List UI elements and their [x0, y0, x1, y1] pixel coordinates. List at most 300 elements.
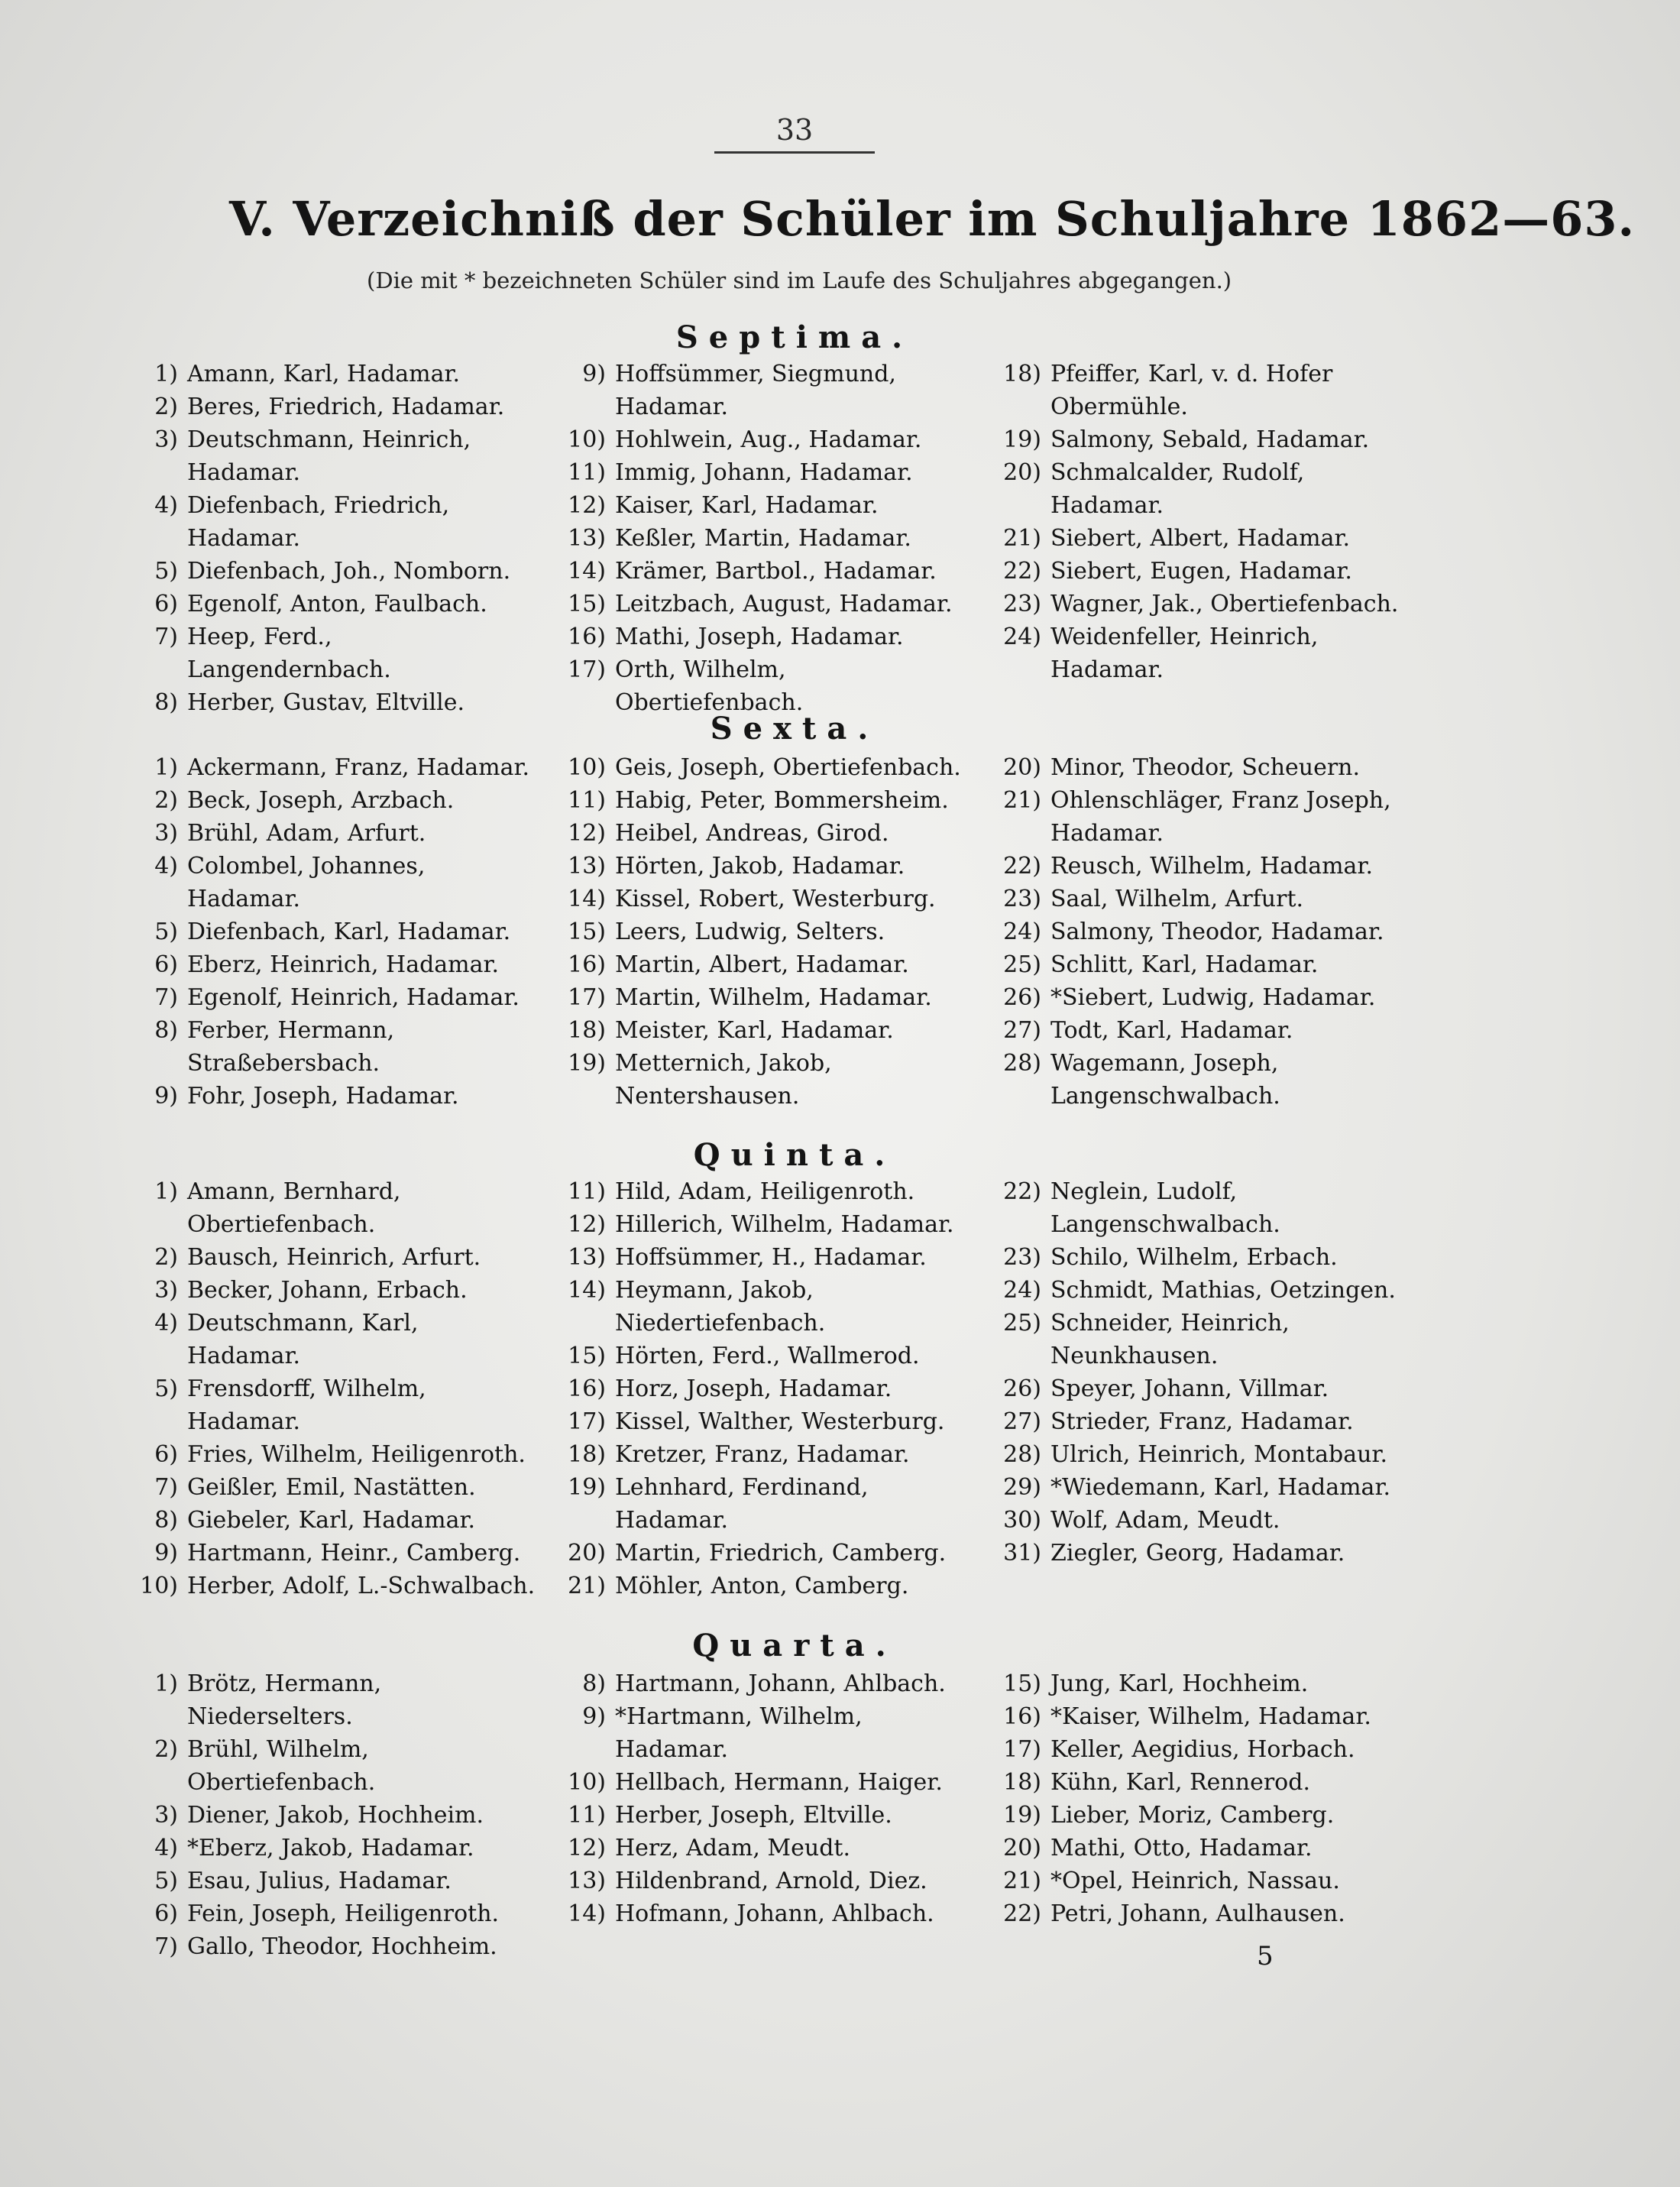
student-name: Wagemann, Joseph, Langenschwalbach. [1050, 1050, 1280, 1110]
student-number: 5) [154, 558, 178, 585]
student-name: Möhler, Anton, Camberg. [615, 1573, 909, 1599]
student-name: Wagner, Jak., Obertiefenbach. [1050, 591, 1399, 617]
student-entry [539, 850, 966, 883]
student-number: 16) [1003, 1703, 1041, 1730]
student-entry [111, 620, 539, 686]
student-entry [539, 555, 966, 588]
student-name: Diefenbach, Friedrich, Hadamar. [187, 492, 450, 552]
student-name: Herber, Joseph, Eltville. [615, 1802, 892, 1829]
student-number: 19) [568, 1050, 606, 1077]
student-entry [539, 588, 966, 620]
student-name: Brötz, Hermann, Niederselters. [187, 1670, 382, 1730]
page-number: 33 [775, 113, 814, 147]
student-number: 10) [568, 1769, 606, 1796]
student-name: Hildenbrand, Arnold, Diez. [615, 1868, 927, 1894]
student-entry [539, 1014, 966, 1047]
student-number: 25) [1003, 951, 1041, 978]
page-subtitle: (Die mit * bezeichneten Schüler sind im Laufe des Schuljahres abgegangen.) [367, 267, 1232, 293]
septima-column-1 [111, 358, 539, 719]
student-number: 14) [568, 1900, 606, 1927]
student-number: 19) [568, 1474, 606, 1501]
student-number: 29) [1003, 1474, 1041, 1501]
student-name: Salmony, Theodor, Hadamar. [1050, 919, 1384, 945]
student-name: Wolf, Adam, Meudt. [1050, 1507, 1280, 1534]
student-number: 24) [1003, 1277, 1041, 1304]
student-name: Lehnhard, Ferdinand, Hadamar. [615, 1474, 869, 1534]
student-number: 22) [1003, 558, 1041, 585]
septima-column-2 [539, 358, 966, 719]
student-entry [539, 423, 966, 456]
student-name: *Hartmann, Wilhelm, Hadamar. [615, 1703, 863, 1763]
student-entry [111, 423, 539, 489]
student-number: 3) [154, 426, 178, 453]
student-entry [111, 1570, 539, 1602]
student-number: 17) [568, 1408, 606, 1435]
student-name: Geis, Joseph, Obertiefenbach. [615, 754, 961, 781]
student-number: 6) [154, 951, 178, 978]
student-number: 3) [154, 1802, 178, 1829]
student-entry [111, 1930, 539, 1963]
student-number: 18) [1003, 361, 1041, 387]
student-entry [974, 850, 1402, 883]
student-entry [111, 784, 539, 817]
signature-mark: 5 [1257, 1941, 1274, 1972]
septima-column-3 [974, 358, 1402, 686]
student-name: Minor, Theodor, Scheuern. [1050, 754, 1361, 781]
student-name: Herber, Gustav, Eltville. [187, 689, 465, 716]
student-number: 30) [1003, 1507, 1041, 1534]
page-title: V. Verzeichniß der Schüler im Schuljahre 1862—63. [229, 191, 1636, 247]
student-name: Kühn, Karl, Rennerod. [1050, 1769, 1310, 1796]
student-entry [974, 915, 1402, 948]
student-name: Schmalcalder, Rudolf, Hadamar. [1050, 459, 1305, 519]
student-name: Siebert, Eugen, Hadamar. [1050, 558, 1352, 585]
quinta-column-3 [974, 1175, 1402, 1570]
student-number: 20) [1003, 754, 1041, 781]
student-entry [974, 1307, 1402, 1372]
student-name: Heymann, Jakob, Niedertiefenbach. [615, 1277, 826, 1336]
student-name: Jung, Karl, Hochheim. [1050, 1670, 1309, 1697]
student-number: 21) [1003, 525, 1041, 552]
student-number: 15) [1003, 1670, 1041, 1697]
student-name: Beres, Friedrich, Hadamar. [187, 394, 505, 420]
student-entry [539, 1047, 966, 1113]
student-name: Metternich, Jakob, Nentershausen. [615, 1050, 832, 1110]
student-entry [539, 1175, 966, 1208]
student-name: Leers, Ludwig, Selters. [615, 919, 885, 945]
student-name: Martin, Albert, Hadamar. [615, 951, 909, 978]
student-name: Hartmann, Johann, Ahlbach. [615, 1670, 946, 1697]
student-name: Heibel, Andreas, Girod. [615, 820, 889, 847]
student-entry [974, 1897, 1402, 1930]
student-entry [539, 1405, 966, 1438]
student-number: 23) [1003, 1244, 1041, 1271]
student-number: 22) [1003, 1178, 1041, 1205]
student-entry [539, 620, 966, 653]
student-name: Krämer, Bartbol., Hadamar. [615, 558, 937, 585]
student-entry [111, 390, 539, 423]
student-entry [539, 883, 966, 915]
student-number: 10) [140, 1573, 178, 1599]
student-number: 12) [568, 1835, 606, 1861]
student-name: Kissel, Robert, Westerburg. [615, 886, 936, 912]
student-entry [974, 1405, 1402, 1438]
student-number: 14) [568, 558, 606, 585]
student-entry [974, 522, 1402, 555]
student-number: 27) [1003, 1408, 1041, 1435]
student-entry [974, 784, 1402, 850]
student-entry [111, 751, 539, 784]
student-entry [539, 1799, 966, 1832]
student-number: 2) [154, 1244, 178, 1271]
student-entry [539, 1700, 966, 1766]
student-number: 16) [568, 1375, 606, 1402]
student-number: 17) [568, 984, 606, 1011]
student-number: 23) [1003, 591, 1041, 617]
student-number: 6) [154, 591, 178, 617]
student-name: Hörten, Jakob, Hadamar. [615, 853, 905, 880]
student-name: Diefenbach, Karl, Hadamar. [187, 919, 511, 945]
student-name: Keller, Aegidius, Horbach. [1050, 1736, 1355, 1763]
quarta-column-3 [974, 1667, 1402, 1930]
student-number: 5) [154, 919, 178, 945]
student-name: Weidenfeller, Heinrich, Hadamar. [1050, 624, 1319, 683]
student-entry [539, 1537, 966, 1570]
student-entry [974, 456, 1402, 522]
student-number: 16) [568, 624, 606, 650]
student-number: 21) [568, 1573, 606, 1599]
student-number: 3) [154, 1277, 178, 1304]
student-name: *Wiedemann, Karl, Hadamar. [1050, 1474, 1391, 1501]
student-number: 12) [568, 1211, 606, 1238]
student-name: Hoffsümmer, H., Hadamar. [615, 1244, 927, 1271]
student-name: Hoffsümmer, Siegmund, Hadamar. [615, 361, 896, 420]
student-number: 26) [1003, 984, 1041, 1011]
student-entry [111, 1372, 539, 1438]
student-number: 15) [568, 1343, 606, 1369]
quarta-column-2 [539, 1667, 966, 1930]
student-number: 22) [1003, 853, 1041, 880]
student-number: 11) [568, 1178, 606, 1205]
student-number: 17) [568, 656, 606, 683]
student-entry [111, 981, 539, 1014]
student-number: 15) [568, 591, 606, 617]
student-name: Giebeler, Karl, Hadamar. [187, 1507, 476, 1534]
student-name: Hild, Adam, Heiligenroth. [615, 1178, 915, 1205]
student-entry [974, 1766, 1402, 1799]
student-number: 21) [1003, 1868, 1041, 1894]
student-number: 6) [154, 1900, 178, 1927]
student-entry [111, 948, 539, 981]
student-name: Todt, Karl, Hadamar. [1050, 1017, 1293, 1044]
student-entry [974, 1471, 1402, 1504]
student-number: 20) [568, 1540, 606, 1567]
student-number: 1) [154, 754, 178, 781]
student-name: Ziegler, Georg, Hadamar. [1050, 1540, 1345, 1567]
section-heading-septima: Septima. [675, 319, 914, 355]
student-number: 4) [154, 492, 178, 519]
student-name: Neglein, Ludolf, Langenschwalbach. [1050, 1178, 1280, 1238]
student-name: Schneider, Heinrich, Neunkhausen. [1050, 1310, 1290, 1369]
student-entry [111, 817, 539, 850]
student-entry [539, 948, 966, 981]
student-entry [111, 1733, 539, 1799]
student-number: 2) [154, 394, 178, 420]
student-entry [974, 1865, 1402, 1897]
student-name: Herber, Adolf, L.-Schwalbach. [187, 1573, 536, 1599]
student-name: Martin, Wilhelm, Hadamar. [615, 984, 932, 1011]
student-number: 18) [1003, 1769, 1041, 1796]
student-name: Bausch, Heinrich, Arfurt. [187, 1244, 481, 1271]
student-name: Mathi, Otto, Hadamar. [1050, 1835, 1313, 1861]
student-entry [974, 981, 1402, 1014]
section-heading-sexta: Sexta. [710, 711, 879, 747]
student-entry [974, 1832, 1402, 1865]
student-entry [539, 1766, 966, 1799]
section-heading-quarta: Quarta. [692, 1628, 897, 1664]
student-name: Horz, Joseph, Hadamar. [615, 1375, 892, 1402]
student-number: 8) [582, 1670, 606, 1697]
student-name: Brühl, Adam, Arfurt. [187, 820, 426, 847]
student-entry [539, 358, 966, 423]
student-entry [539, 1667, 966, 1700]
student-name: Schilo, Wilhelm, Erbach. [1050, 1244, 1338, 1271]
student-number: 4) [154, 1310, 178, 1336]
student-name: Heep, Ferd., Langendernbach. [187, 624, 391, 683]
student-number: 12) [568, 820, 606, 847]
student-entry [974, 1667, 1402, 1700]
student-number: 9) [582, 1703, 606, 1730]
student-number: 8) [154, 1507, 178, 1534]
student-name: Strieder, Franz, Hadamar. [1050, 1408, 1354, 1435]
student-name: Schmidt, Mathias, Oetzingen. [1050, 1277, 1396, 1304]
student-name: Hillerich, Wilhelm, Hadamar. [615, 1211, 954, 1238]
student-entry [111, 1832, 539, 1865]
quinta-column-1 [111, 1175, 539, 1602]
student-name: Eberz, Heinrich, Hadamar. [187, 951, 500, 978]
student-entry [974, 1047, 1402, 1113]
student-number: 4) [154, 853, 178, 880]
student-number: 1) [154, 1670, 178, 1697]
student-entry [539, 1274, 966, 1340]
student-entry [111, 1014, 539, 1080]
student-number: 13) [568, 1244, 606, 1271]
student-entry [111, 1537, 539, 1570]
student-entry [974, 751, 1402, 784]
student-number: 18) [568, 1441, 606, 1468]
student-number: 20) [1003, 459, 1041, 486]
student-name: Fohr, Joseph, Hadamar. [187, 1083, 459, 1110]
student-entry [974, 1700, 1402, 1733]
student-number: 3) [154, 820, 178, 847]
student-name: Habig, Peter, Bommersheim. [615, 787, 949, 814]
student-number: 22) [1003, 1900, 1041, 1927]
student-entry [974, 948, 1402, 981]
student-name: Ohlenschläger, Franz Joseph, Hadamar. [1050, 787, 1391, 847]
student-name: Herz, Adam, Meudt. [615, 1835, 850, 1861]
student-number: 12) [568, 492, 606, 519]
sexta-column-3 [974, 751, 1402, 1113]
student-name: Meister, Karl, Hadamar. [615, 1017, 894, 1044]
student-entry [111, 1438, 539, 1471]
student-entry [539, 1208, 966, 1241]
student-name: Kaiser, Karl, Hadamar. [615, 492, 879, 519]
student-name: Leitzbach, August, Hadamar. [615, 591, 953, 617]
student-name: Deutschmann, Heinrich, Hadamar. [187, 426, 471, 486]
student-name: Fein, Joseph, Heiligenroth. [187, 1900, 500, 1927]
student-name: Orth, Wilhelm, Obertiefenbach. [615, 656, 804, 716]
student-number: 31) [1003, 1540, 1041, 1567]
student-number: 1) [154, 1178, 178, 1205]
student-entry [974, 1175, 1402, 1241]
student-entry [974, 1799, 1402, 1832]
student-entry [974, 1241, 1402, 1274]
student-entry [111, 850, 539, 915]
student-name: Petri, Johann, Aulhausen. [1050, 1900, 1345, 1927]
student-name: Frensdorff, Wilhelm, Hadamar. [187, 1375, 426, 1435]
student-entry [539, 653, 966, 719]
student-name: Egenolf, Anton, Faulbach. [187, 591, 487, 617]
student-entry [539, 751, 966, 784]
student-entry [974, 620, 1402, 686]
student-name: Hohlwein, Aug., Hadamar. [615, 426, 922, 453]
student-entry [974, 588, 1402, 620]
student-entry [539, 1570, 966, 1602]
student-number: 10) [568, 754, 606, 781]
student-entry [111, 1504, 539, 1537]
student-entry [974, 1372, 1402, 1405]
student-entry [539, 1832, 966, 1865]
student-number: 4) [154, 1835, 178, 1861]
student-entry [539, 1438, 966, 1471]
student-name: Immig, Johann, Hadamar. [615, 459, 913, 486]
student-entry [974, 883, 1402, 915]
student-entry [111, 1080, 539, 1113]
student-number: 13) [568, 1868, 606, 1894]
student-name: Brühl, Wilhelm, Obertiefenbach. [187, 1736, 376, 1796]
student-name: Hörten, Ferd., Wallmerod. [615, 1343, 920, 1369]
student-entry [539, 1340, 966, 1372]
student-name: *Siebert, Ludwig, Hadamar. [1050, 984, 1376, 1011]
student-number: 18) [568, 1017, 606, 1044]
student-entry [539, 456, 966, 489]
student-number: 5) [154, 1868, 178, 1894]
student-number: 19) [1003, 1802, 1041, 1829]
student-number: 25) [1003, 1310, 1041, 1336]
student-number: 26) [1003, 1375, 1041, 1402]
student-number: 24) [1003, 624, 1041, 650]
student-name: Keßler, Martin, Hadamar. [615, 525, 911, 552]
student-entry [539, 1372, 966, 1405]
student-number: 8) [154, 689, 178, 716]
student-entry [974, 358, 1402, 423]
student-entry [111, 1471, 539, 1504]
page-number-rule [714, 151, 875, 154]
sexta-column-2 [539, 751, 966, 1113]
student-entry [974, 1733, 1402, 1766]
student-name: Ulrich, Heinrich, Montabaur. [1050, 1441, 1388, 1468]
student-entry [111, 588, 539, 620]
student-number: 1) [154, 361, 178, 387]
student-number: 7) [154, 624, 178, 650]
student-entry [111, 1307, 539, 1372]
student-entry [974, 1537, 1402, 1570]
student-name: *Eberz, Jakob, Hadamar. [187, 1835, 474, 1861]
student-number: 19) [1003, 426, 1041, 453]
student-name: Reusch, Wilhelm, Hadamar. [1050, 853, 1373, 880]
student-entry [974, 423, 1402, 456]
quarta-column-1 [111, 1667, 539, 1963]
student-number: 14) [568, 886, 606, 912]
student-number: 11) [568, 787, 606, 814]
student-number: 6) [154, 1441, 178, 1468]
section-heading-quinta: Quinta. [693, 1137, 896, 1173]
student-number: 10) [568, 426, 606, 453]
student-name: Beck, Joseph, Arzbach. [187, 787, 455, 814]
student-number: 11) [568, 459, 606, 486]
student-number: 24) [1003, 919, 1041, 945]
student-entry [974, 1274, 1402, 1307]
student-name: Diefenbach, Joh., Nomborn. [187, 558, 511, 585]
student-number: 9) [154, 1083, 178, 1110]
student-number: 9) [582, 361, 606, 387]
student-entry [539, 1865, 966, 1897]
student-name: *Kaiser, Wilhelm, Hadamar. [1050, 1703, 1371, 1730]
student-number: 28) [1003, 1050, 1041, 1077]
student-entry [111, 1865, 539, 1897]
student-entry [974, 1014, 1402, 1047]
student-entry [111, 1667, 539, 1733]
student-number: 7) [154, 1474, 178, 1501]
student-name: *Opel, Heinrich, Nassau. [1050, 1868, 1340, 1894]
student-entry [539, 1897, 966, 1930]
student-name: Hofmann, Johann, Ahlbach. [615, 1900, 934, 1927]
student-number: 27) [1003, 1017, 1041, 1044]
student-number: 13) [568, 525, 606, 552]
student-name: Ackermann, Franz, Hadamar. [187, 754, 530, 781]
student-entry [539, 784, 966, 817]
student-number: 17) [1003, 1736, 1041, 1763]
student-name: Fries, Wilhelm, Heiligenroth. [187, 1441, 526, 1468]
student-entry [111, 358, 539, 390]
student-number: 7) [154, 1933, 178, 1960]
student-entry [539, 522, 966, 555]
student-number: 20) [1003, 1835, 1041, 1861]
student-entry [974, 555, 1402, 588]
student-entry [111, 1897, 539, 1930]
student-number: 2) [154, 787, 178, 814]
student-name: Colombel, Johannes, Hadamar. [187, 853, 426, 912]
student-name: Hellbach, Hermann, Haiger. [615, 1769, 943, 1796]
student-number: 14) [568, 1277, 606, 1304]
student-number: 23) [1003, 886, 1041, 912]
student-entry [539, 489, 966, 522]
student-name: Amann, Bernhard, Obertiefenbach. [187, 1178, 401, 1238]
student-name: Ferber, Hermann, Straßebersbach. [187, 1017, 395, 1077]
student-name: Speyer, Johann, Villmar. [1050, 1375, 1329, 1402]
student-name: Amann, Karl, Hadamar. [187, 361, 461, 387]
student-number: 28) [1003, 1441, 1041, 1468]
student-number: 7) [154, 984, 178, 1011]
student-name: Deutschmann, Karl, Hadamar. [187, 1310, 419, 1369]
sexta-column-1 [111, 751, 539, 1113]
student-number: 11) [568, 1802, 606, 1829]
student-name: Salmony, Sebald, Hadamar. [1050, 426, 1370, 453]
student-name: Kissel, Walther, Westerburg. [615, 1408, 945, 1435]
student-number: 5) [154, 1375, 178, 1402]
student-entry [974, 1438, 1402, 1471]
student-entry [111, 1175, 539, 1241]
